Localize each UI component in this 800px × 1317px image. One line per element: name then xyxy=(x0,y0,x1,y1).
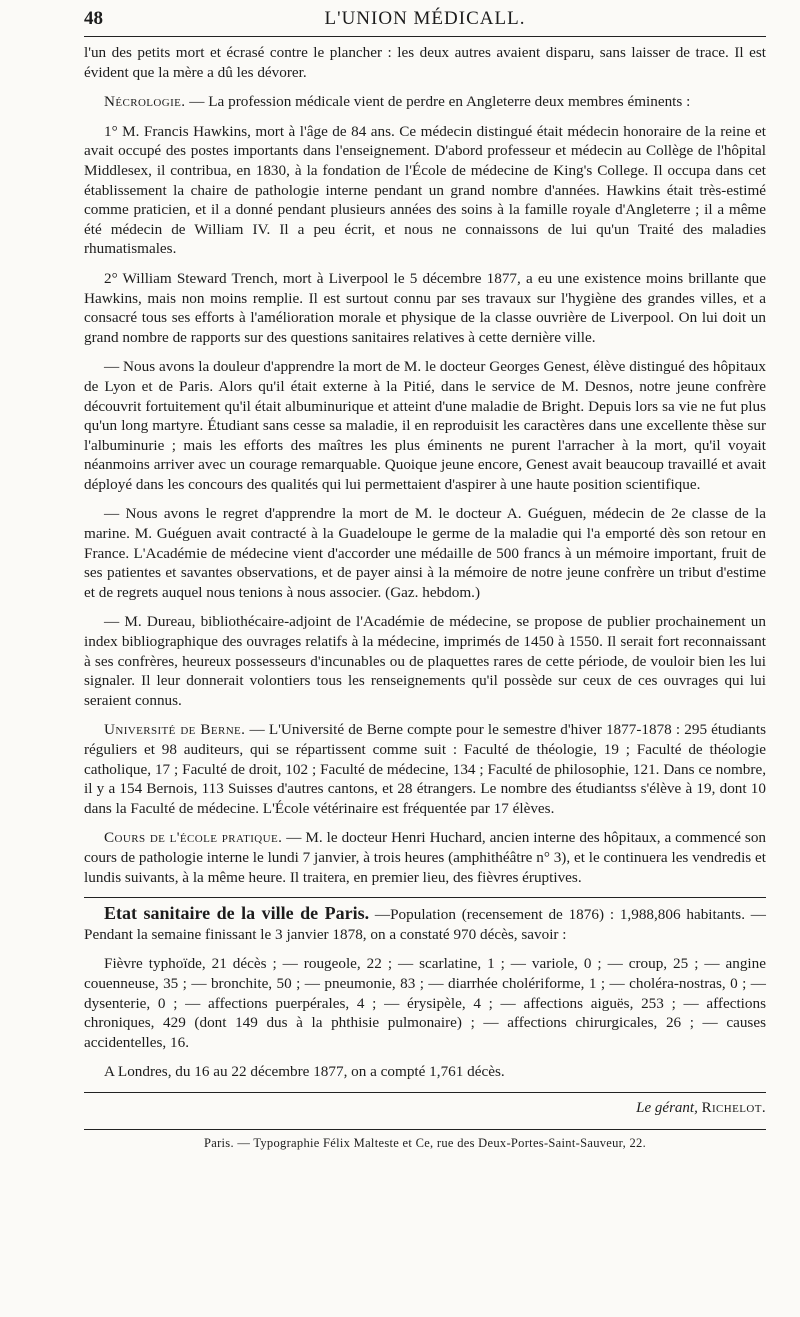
paragraph-text: — L'Université de Berne compte pour le semestre d'hiver 1877-1878 : 295 étudiants réguliers et 98 auditeurs, qui se répartissent comme suit : Faculté de théologie, 19 ; Faculté de théologie catholique, 17 ; Faculté de droit, 102 ; Faculté de médecine, 134 ; Faculté de philosophie, 121. Dans ce nombre, il y a 154 Bernois, 113 Suisses d'autres cantons, et 28 étrangers. Le nombre des étudiantss s'élève à 19, dont 10 dans la Faculté de médecine. L'École vétérinaire est fréquentée par 17 élèves. xyxy=(84,721,767,817)
paragraph-text: — M. le docteur Henri Huchard, ancien interne des hôpitaux, a commencé son cours de pathologie interne le lundi 7 janvier, à trois heures (amphithéâtre n° 3), et le continuera les vendredis et lundis suivants, à la même heure. Il traitera, en premier lieu, des fièvres éruptives. xyxy=(84,829,767,886)
paragraph-dureau: — M. Dureau, bibliothécaire-adjoint de l'Académie de médecine, se propose de publier prochainement un index bibliographique des ouvrages relatifs à la médecine, imprimés de 1450 à 1550. Il serait fort reconnaissant à ses confrères, heureux possesseurs d'incunables ou de plaquettes rares de cette période, de vouloir bien les lui signaler. Il leur donnerait volontiers tous les renseignements qu'il possède sur ceux de ces ouvrages qui lui seraient connus. xyxy=(84,613,766,709)
signature xyxy=(84,1099,766,1119)
section-heading-necrologie: Nécrologie. xyxy=(104,93,186,111)
running-head xyxy=(84,0,766,37)
page-number: 48 xyxy=(84,8,103,29)
paragraph-gueguen: — Nous avons le regret d'apprendre la mort de M. le docteur A. Guéguen, médecin de 2e classe de la marine. M. Guéguen avait contracté à la Guadeloupe le germe de la maladie qui l'a emporté dès son retour en France. L'Académie de médecine vient d'accorder une médaille de 500 francs à un mémoire important, fruit de ses patientes et savantes observations, et de payer ainsi à la mémoire de notre jeune confrère un tribut d'estime et de regrets auquel nous tenions à nous associer. (Gaz. hebdom.) xyxy=(84,505,766,601)
paragraph-closing-text: l'un des petits mort et écrasé contre le plancher : les deux autres avaient disparu, sans laisser de trace. Il est évident que la mère a dû les dévorer. xyxy=(84,44,766,81)
paragraph-londres: A Londres, du 16 au 22 décembre 1877, on a compté 1,761 décès. xyxy=(104,1063,505,1081)
paragraph-trench: 2° William Steward Trench, mort à Liverpool le 5 décembre 1877, a eu une existence moins brillante que Hawkins, mais non moins remplie. Il est surtout connu par ses travaux sur l'hygiène des grandes villes, et a consacré tous ses efforts à l'amélioration morale et physique de la classe ouvrière de Liverpool. On lui doit un grand nombre de rapports sur des questions sanitaires relatives à cette dernière ville. xyxy=(84,269,766,346)
journal-title: L'UNION MÉDICALL. xyxy=(324,8,526,29)
paragraph-hawkins: 1° M. Francis Hawkins, mort à l'âge de 84 ans. Ce médecin distingué était médecin honoraire de la reine et avait occupé des postes importants dans l'enseignement. D'abord professeur et médecin au Collège de l'hôpital Middlesex, il contribua, en 1830, à la fondation de l'École de médecine de King's College. Il occupa dans cet établissement la chaire de pathologie interne pendant un grand nombre d'années. Hawkins était très-estimé comme praticien, et il a donné pendant plusieurs années des soins à la famille royale d'Angleterre ; il a même été médecin de William IV. Il a peu écrit, et nous ne connaissons de lui qu'un Traité des maladies rhumatismales. xyxy=(84,122,766,258)
printer-imprint: Paris. — Typographie Félix Malteste et Ce, rue des Deux-Portes-Saint-Sauveur, 22. xyxy=(203,1135,647,1150)
signature-name: Richelot. xyxy=(701,1099,766,1116)
section-heading-berne: Université de Berne. xyxy=(104,721,246,739)
section-heading-cours: Cours de l'école pratique. xyxy=(104,829,283,847)
paragraph-berne xyxy=(84,720,766,818)
paragraph-necrologie xyxy=(84,92,766,112)
paragraph-text: —Population (recensement de 1876) : 1,988,806 habitants. — Pendant la semaine finissant le 3 janvier 1878, on a constaté 970 décès, savoir : xyxy=(84,906,766,943)
section-heading-etat-sanitaire: Etat sanitaire de la ville de Paris. xyxy=(104,903,370,924)
footer-divider xyxy=(84,1092,766,1093)
paragraph-death-causes: Fièvre typhoïde, 21 décès ; — rougeole, 22 ; — scarlatine, 1 ; — variole, 0 ; — croup, 25 ; — angine couenneuse, 35 ; — bronchite, 50 ; — pneumonie, 83 ; — diarrhée cholériforme, 1 ; — choléra-nostras, 0 ; — dysenterie, 0 ; — affections puerpérales, 4 ; — érysipèle, 4 ; — affections aiguës, 253 ; — affections chroniques, 429 (dont 149 dus à la phthisie pulmonaire) ; — affections chirurgicales, 26 ; — causes accidentelles, 16. xyxy=(84,955,766,1051)
section-divider xyxy=(84,897,766,898)
signature-title: Le gérant, xyxy=(636,1099,698,1116)
paragraph-etat-sanitaire xyxy=(84,904,766,944)
paragraph-genest: — Nous avons la douleur d'apprendre la mort de M. le docteur Georges Genest, élève distingué des hôpitaux de Lyon et de Paris. Alors qu'il était externe à la Pitié, dans le service de M. Desnos, notre jeune confrère découvrit fortuitement qu'il était albuminurique et atteint d'une maladie de Bright. Depuis lors sa vie ne fut plus qu'un long martyre. Étudiant sans cesse sa maladie, il en reproduisit les caractères dans une excellente thèse sur l'albuminurie ; mais les efforts des maîtres les plus éminents ne purent l'arracher à la mort, qu'il voyait néanmoins arriver avec un courage remarquable. Quoique jeune encore, Genest avait beaucoup travaillé et avait déployé dans les concours des qualités qui lui permettaient d'aspirer à une haute position scientifique. xyxy=(84,358,766,493)
article-body xyxy=(84,37,766,1153)
paragraph-text: — La profession médicale vient de perdre en Angleterre deux membres éminents : xyxy=(189,93,691,111)
paragraph-cours xyxy=(84,828,766,887)
